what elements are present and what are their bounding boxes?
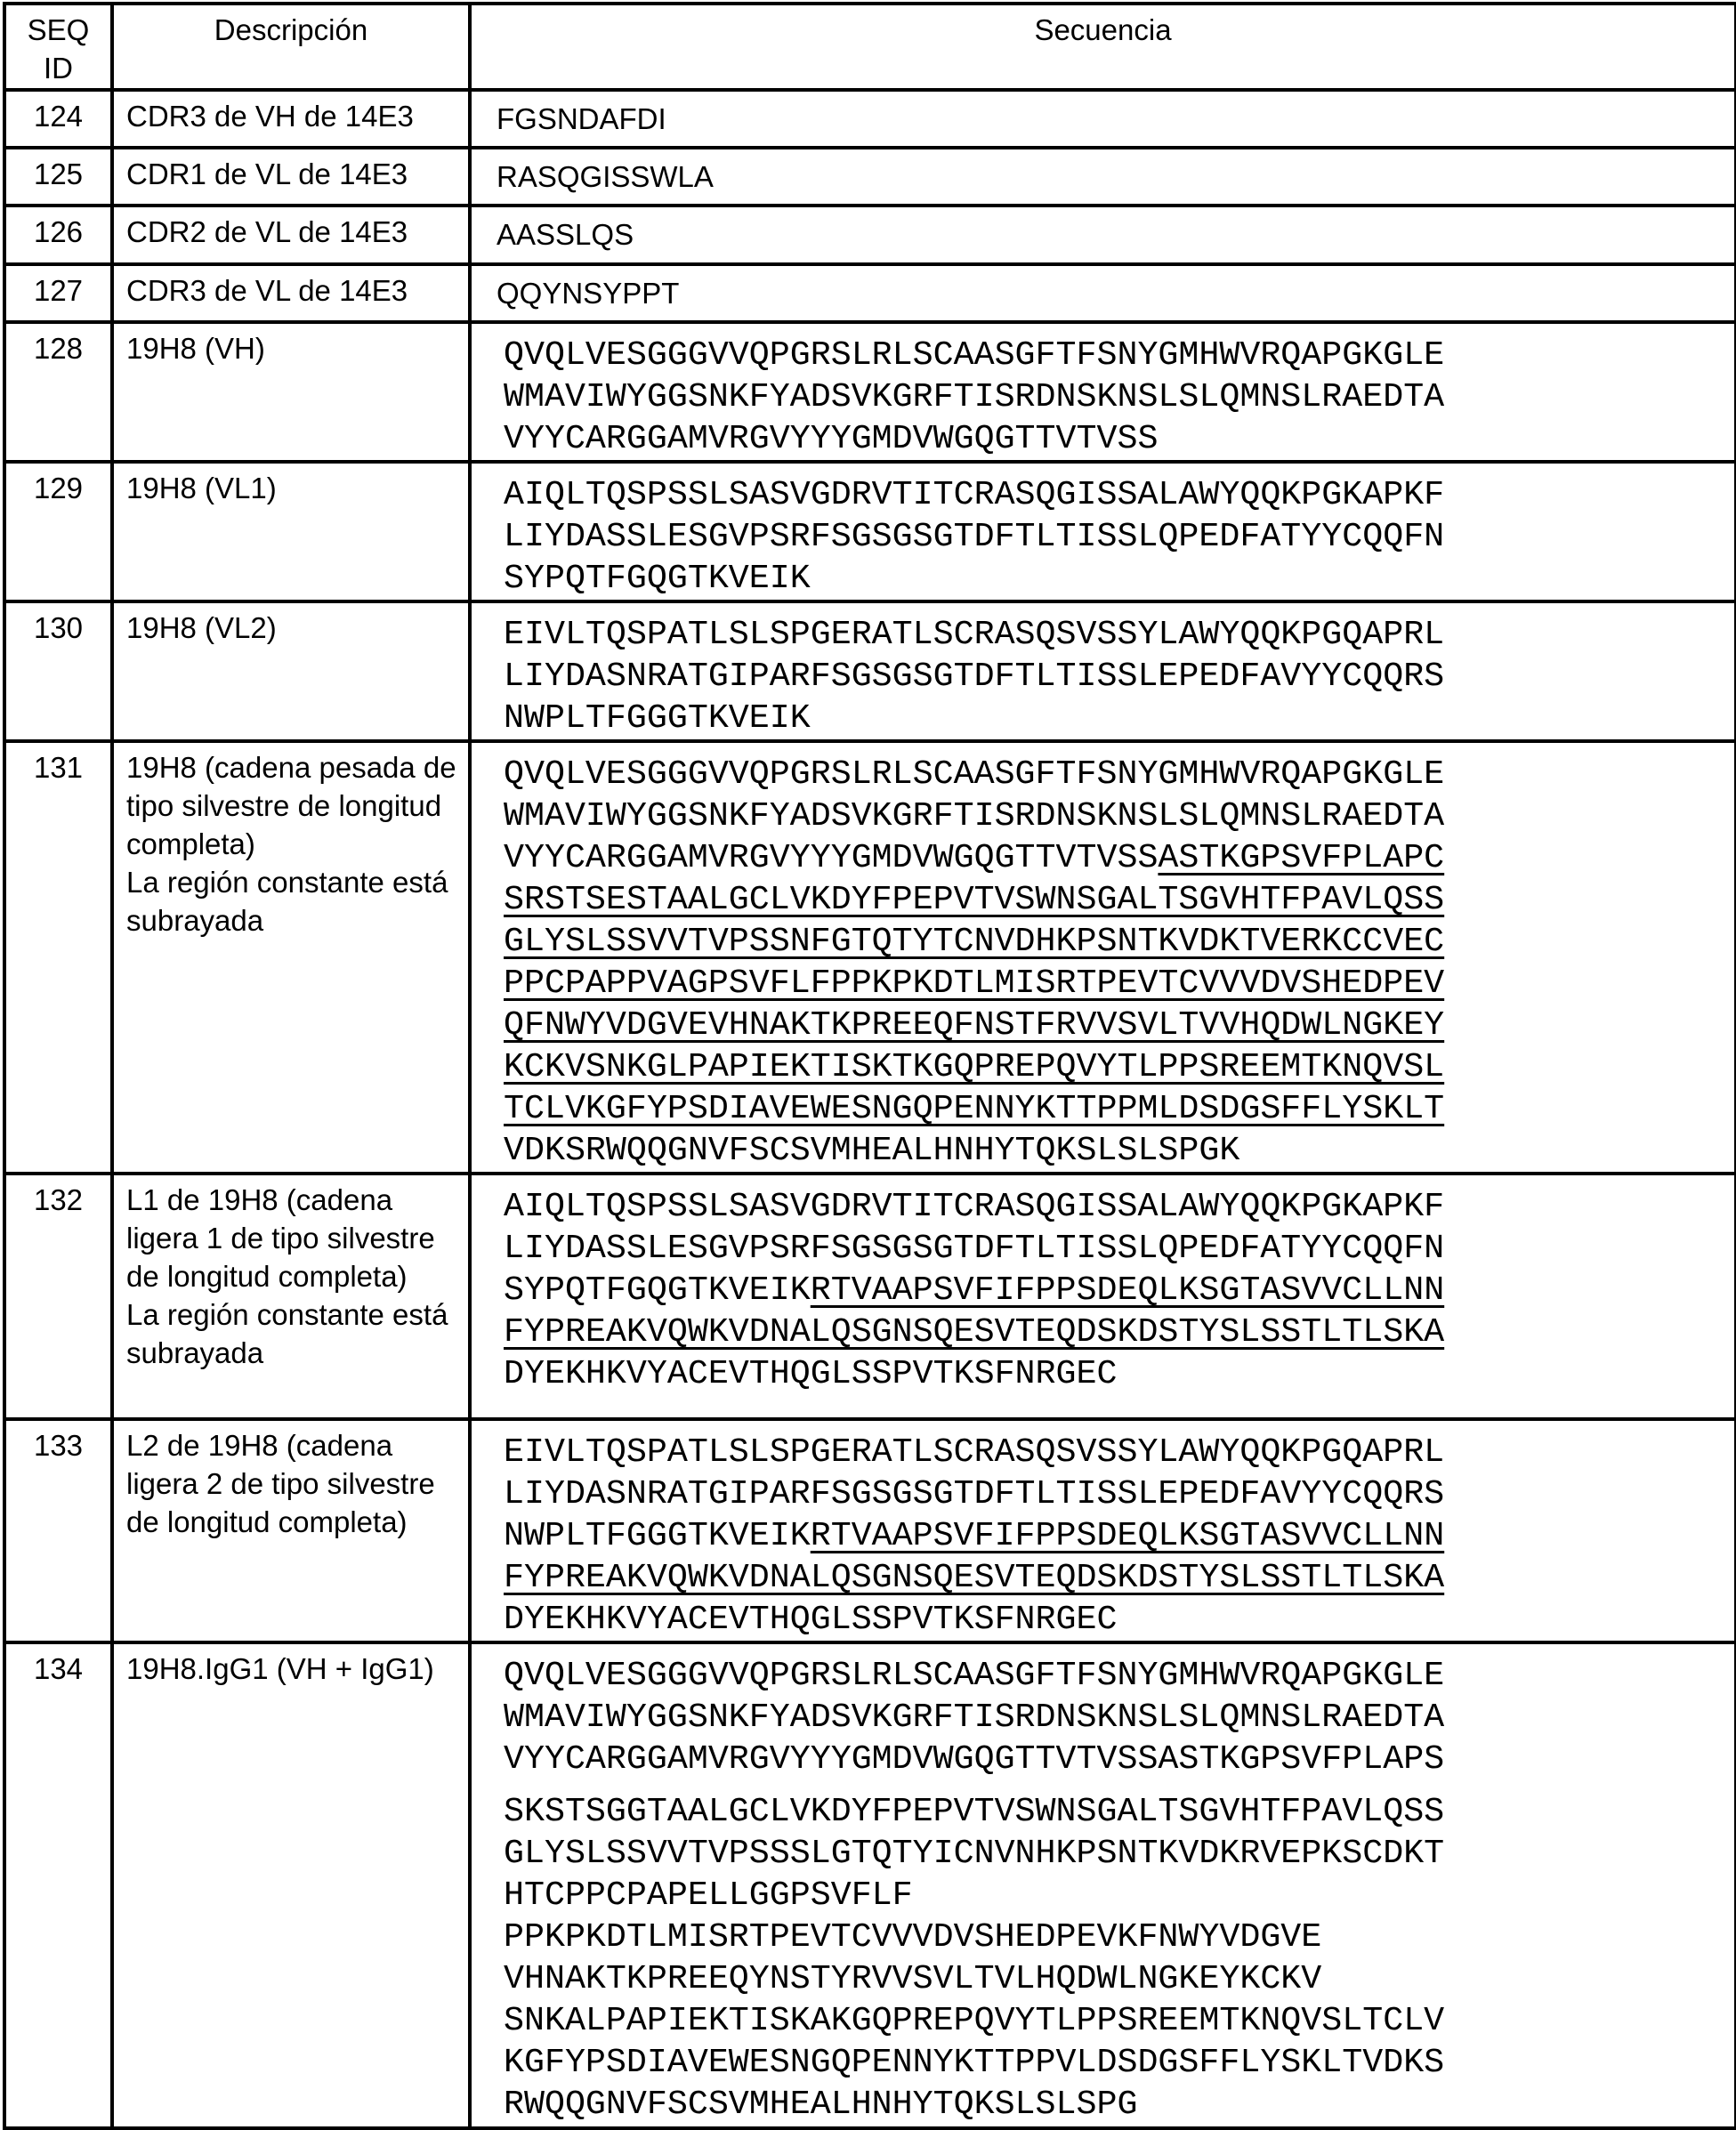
sequence-constant-region-underlined: TCLVKGFYPSDIAVEWESNGQPENNYKTTPPMLDSDGSFFLYSKLT [504,1089,1445,1128]
sequence-line [504,1958,1734,2000]
sequence-line [504,614,1734,656]
sequence-line [504,837,1734,879]
sequence-line [504,1088,1734,1130]
sequence-line [504,1473,1734,1515]
sequence-variable-region: VYYCARGGAMVRGVYYYGMDVWGQGTTVTVSSASTKGPSVFPLAPS [504,1739,1445,1779]
sequence-line [504,418,1734,460]
sequence-constant-region-underlined: FYPREAKVQWKVDNALQSGNSQESVTEQDSKDSTYSLSSTLTLSKA [504,1558,1445,1597]
sequence-line [504,1655,1734,1697]
table-row [4,601,1736,741]
sequence-line [504,474,1734,516]
sequence-constant-region-underlined: FYPREAKVQWKVDNALQSGNSQESVTEQDSKDSTYSLSSTLTLSKA [504,1312,1445,1351]
description-cell [112,1642,470,2128]
seq-id-cell [4,462,112,601]
sequence-line [504,376,1734,418]
description-text: 19H8.IgG1 (VH + IgG1) [126,1652,434,1685]
sequence-table [3,2,1736,2130]
sequence-cell [470,206,1736,264]
sequence-constant-region-underlined: SRSTSESTAALGCLVKDYFPEPVTVSWNSGALTSGVHTFPAVLQSS [504,880,1445,919]
sequence-variable-region: EIVLTQSPATLSLSPGERATLSCRASQSVSSYLAWYQQKPGQAPRL [504,615,1445,654]
seq-id-cell [4,322,112,462]
sequence-constant-region-underlined: GLYSLSSVVTVPSSNFGTQTYTCNVDHKPSNTKVDKTVERKCCVEC [504,922,1445,961]
seq-id-cell [4,1174,112,1419]
seq-id-cell [4,148,112,206]
header-sequence [470,4,1736,90]
sequence-variable-region: SNKALPAPIEKTISKAKGQPREPQVYTLPPSREEMTKNQVSLTCLV [504,2001,1445,2040]
description-text: CDR2 de VL de 14E3 [126,215,408,248]
sequence-variable-region: VHNAKTKPREEQYNSTYRVVSVLTVLHQDWLNGKEYKCKV [504,1959,1322,1998]
table-row [4,1174,1736,1419]
sequence-cell [470,1642,1736,2128]
description-cell [112,206,470,264]
line-gap [504,1780,1734,1791]
description-text: CDR3 de VH de 14E3 [126,100,414,133]
description-cell [112,462,470,601]
header-description [112,4,470,90]
sequence-line [504,963,1734,1004]
description-text: L1 de 19H8 (cadena ligera 1 de tipo silvestre de longitud completa) [126,1183,435,1293]
sequence-variable-region: WMAVIWYGGSNKFYADSVKGRFTISRDNSKNSLSLQMNSLRAEDTA [504,377,1445,416]
sequence-variable-region: SYPQTFGQGTKVEIK [504,559,811,598]
sequence-variable-region: QVQLVESGGGVVQPGRSLRLSCAASGFTFSNYGMHWVRQAPGKGLE [504,754,1445,794]
header-sequence-label: Secuencia [1034,13,1172,46]
seq-id-cell [4,90,112,148]
sequence-variable-region: VYYCARGGAMVRGVYYYGMDVWGQGTTVTVSS [504,838,1159,877]
sequence-line [504,1270,1734,1311]
sequence-variable-region: DYEKHKVYACEVTHQGLSSPVTKSFNRGEC [504,1354,1118,1393]
table-row [4,90,1736,148]
sequence-variable-region: AIQLTQSPSSLSASVGDRVTITCRASQGISSALAWYQQKPGKAPKF [504,475,1445,514]
sequence-variable-region: QVQLVESGGGVVQPGRSLRLSCAASGFTFSNYGMHWVRQAPGKGLE [504,335,1445,375]
table-row [4,741,1736,1174]
table-row [4,148,1736,206]
sequence-line [504,2000,1734,2042]
sequence-line [504,879,1734,921]
sequence-variable-region: KGFYPSDIAVEWESNGQPENNYKTTPPVLDSDGSFFLYSKLTVDKS [504,2043,1445,2082]
seq-id: 134 [33,1652,84,1685]
sequence-cell [470,1419,1736,1642]
sequence-line [504,335,1734,376]
table-row [4,462,1736,601]
header-description-label: Descripción [214,13,368,46]
sequence-line [504,1833,1734,1875]
seq-id: 130 [33,611,84,644]
description-text: 19H8 (VH) [126,332,265,365]
description-text: La región constante está subrayada [126,1298,448,1369]
sequence-variable-region: PPKPKDTLMISRTPEVTCVVVDVSHEDPEVKFNWYVDGVE [504,1917,1322,1957]
description-cell [112,264,470,322]
seq-id: 131 [33,751,84,784]
sequence-line [504,516,1734,558]
sequence-line [504,1739,1734,1780]
sequence-variable-region: LIYDASNRATGIPARFSGSGSGTDFTLTISSLEPEDFAVYYCQQRS [504,1474,1445,1513]
sequence-variable-region: VDKSRWQQGNVFSCSVMHEALHNHYTQKSLSLSPGK [504,1131,1240,1170]
seq-id: 133 [33,1429,84,1462]
sequence-line [504,1311,1734,1353]
sequence-variable-region: NWPLTFGGGTKVEIK [504,698,811,738]
sequence-line [504,1353,1734,1395]
sequence-text: FGSNDAFDI [497,102,666,135]
description-cell [112,741,470,1174]
description-text: 19H8 (cadena pesada de tipo silvestre de longitud completa) [126,751,456,860]
description-text: CDR1 de VL de 14E3 [126,157,408,190]
sequence-cell [470,322,1736,462]
sequence-cell [470,90,1736,148]
sequence-line [504,1557,1734,1599]
header-row [4,4,1736,90]
sequence-line [504,1228,1734,1270]
sequence-variable-region: VYYCARGGAMVRGVYYYGMDVWGQGTTVTVSS [504,419,1159,458]
seq-id: 126 [33,215,84,248]
description-text: 19H8 (VL1) [126,472,277,504]
seq-id: 124 [33,100,84,133]
table-row [4,206,1736,264]
sequence-line [504,1515,1734,1557]
seq-id-cell [4,741,112,1174]
sequence-line [504,1004,1734,1046]
description-cell [112,148,470,206]
table-row [4,1642,1736,2128]
seq-id-cell [4,601,112,741]
sequence-variable-region: SKSTSGGTAALGCLVKDYFPEPVTVSWNSGALTSGVHTFPAVLQSS [504,1792,1445,1831]
sequence-variable-region: RWQQGNVFSCSVMHEALHNHYTQKSLSLSPG [504,2085,1138,2124]
description-text: 19H8 (VL2) [126,611,277,644]
header-seq-id [4,4,112,90]
sequence-variable-region: GLYSLSSVVTVPSSSLGTQTYICNVNHKPSNTKVDKRVEPKSCDKT [504,1834,1445,1873]
table-body [4,90,1736,2128]
seq-id-cell [4,264,112,322]
sequence-line [504,754,1734,795]
sequence-line [504,921,1734,963]
sequence-variable-region: LIYDASSLESGVPSRFSGSGSGTDFTLTISSLQPEDFATYYCQQFN [504,1229,1445,1268]
sequence-cell [470,148,1736,206]
sequence-line [504,1130,1734,1172]
sequence-line [504,1697,1734,1739]
description-text: La región constante está subrayada [126,866,448,937]
description-cell [112,601,470,741]
sequence-text: AASSLQS [497,218,634,251]
table-row [4,264,1736,322]
sequence-variable-region: HTCPPCPAPELLGGPSVFLF [504,1876,913,1915]
sequence-line [504,1875,1734,1916]
seq-id: 125 [33,157,84,190]
description-cell [112,90,470,148]
sequence-cell [470,741,1736,1174]
description-cell [112,1174,470,1419]
sequence-line [504,1791,1734,1833]
seq-id: 129 [33,472,84,504]
seq-id-cell [4,206,112,264]
seq-id-cell [4,1642,112,2128]
sequence-variable-region: LIYDASSLESGVPSRFSGSGSGTDFTLTISSLQPEDFATYYCQQFN [504,517,1445,556]
description-text: CDR3 de VL de 14E3 [126,274,408,307]
sequence-cell [470,601,1736,741]
sequence-line [504,2042,1734,2084]
sequence-cell [470,462,1736,601]
sequence-constant-region-underlined: KCKVSNKGLPAPIEKTISKTKGQPREPQVYTLPPSREEMTKNQVSL [504,1047,1445,1086]
description-text: L2 de 19H8 (cadena ligera 2 de tipo silvestre de longitud completa) [126,1429,435,1538]
sequence-line [504,1046,1734,1088]
sequence-constant-region-underlined: RTVAAPSVFIFPPSDEQLKSGTASVVCLLNN [810,1516,1445,1555]
seq-id: 127 [33,274,84,307]
sequence-line [504,698,1734,739]
sequence-variable-region: DYEKHKVYACEVTHQGLSSPVTKSFNRGEC [504,1600,1118,1639]
sequence-line [504,558,1734,600]
sequence-variable-region: WMAVIWYGGSNKFYADSVKGRFTISRDNSKNSLSLQMNSLRAEDTA [504,1698,1445,1737]
seq-id-cell [4,1419,112,1642]
sequence-cell [470,1174,1736,1419]
seq-id: 132 [33,1183,84,1216]
sequence-variable-region: NWPLTFGGGTKVEIK [504,1516,811,1555]
sequence-variable-region: EIVLTQSPATLSLSPGERATLSCRASQSVSSYLAWYQQKPGQAPRL [504,1432,1445,1472]
sequence-line [504,1432,1734,1473]
sequence-variable-region: SYPQTFGQGTKVEIK [504,1271,811,1310]
sequence-cell [470,264,1736,322]
sequence-line [504,1599,1734,1641]
description-cell [112,322,470,462]
sequence-line [504,1186,1734,1228]
sequence-text: RASQGISSWLA [497,160,714,193]
sequence-variable-region: AIQLTQSPSSLSASVGDRVTITCRASQGISSALAWYQQKPGKAPKF [504,1187,1445,1226]
sequence-line [504,1916,1734,1958]
description-cell [112,1419,470,1642]
sequence-constant-region-underlined: RTVAAPSVFIFPPSDEQLKSGTASVVCLLNN [810,1271,1445,1310]
sequence-variable-region: QVQLVESGGGVVQPGRSLRLSCAASGFTFSNYGMHWVRQAPGKGLE [504,1656,1445,1695]
sequence-constant-region-underlined: PPCPAPPVAGPSVFLFPPKPKDTLMISRTPEVTCVVVDVSHEDPEV [504,964,1445,1003]
sequence-line [504,656,1734,698]
seq-id: 128 [33,332,84,365]
sequence-constant-region-underlined: ASTKGPSVFPLAPC [1158,838,1445,877]
sequence-line [504,795,1734,837]
sequence-text: QQYNSYPPT [497,277,680,310]
sequence-variable-region: LIYDASNRATGIPARFSGSGSGTDFTLTISSLEPEDFAVYYCQQRS [504,657,1445,696]
sequence-constant-region-underlined: QFNWYVDGVEVHNAKTKPREEQFNSTFRVVSVLTVVHQDWLNGKEY [504,1005,1445,1045]
header-seq-id-label: SEQ ID [27,13,90,85]
sequence-variable-region: WMAVIWYGGSNKFYADSVKGRFTISRDNSKNSLSLQMNSLRAEDTA [504,796,1445,835]
table-row [4,322,1736,462]
table-row [4,1419,1736,1642]
